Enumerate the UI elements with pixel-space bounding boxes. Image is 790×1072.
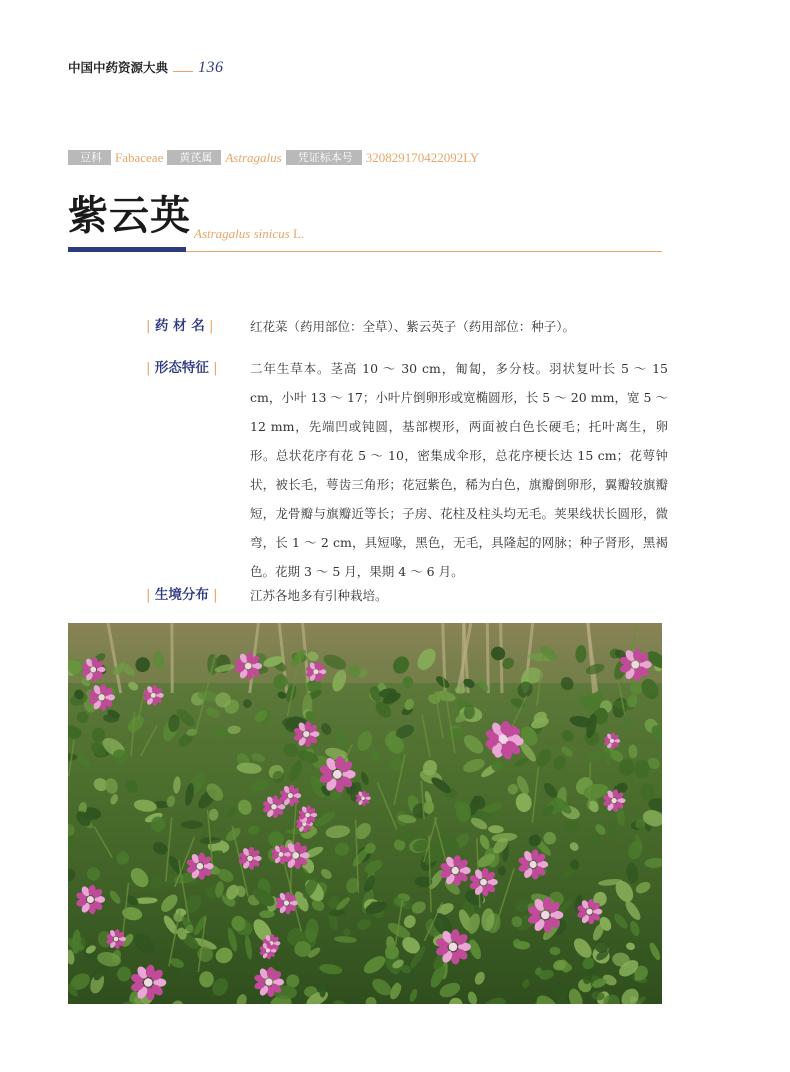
section-habitat bbox=[146, 581, 668, 610]
section-label: | 生境分布 | bbox=[146, 587, 218, 603]
family-value: Fabaceae bbox=[115, 150, 164, 165]
title-rule bbox=[186, 251, 662, 252]
taxonomy-bar bbox=[68, 150, 483, 165]
latin-binomial: Astragalus sinicus bbox=[194, 226, 290, 241]
section-medicinal-name bbox=[146, 312, 668, 341]
medicinal-name-text: 红花菜（药用部位：全草）、紫云英子（药用部位：种子）。 bbox=[250, 319, 576, 334]
header-rule bbox=[173, 71, 193, 72]
page-number: 136 bbox=[198, 59, 224, 76]
species-latin-name bbox=[194, 226, 304, 242]
section-label: | 药 材 名 | bbox=[146, 318, 214, 334]
family-label: 豆科 bbox=[68, 150, 111, 165]
running-header bbox=[68, 58, 224, 77]
habitat-text: 江苏各地多有引种栽培。 bbox=[250, 588, 388, 603]
latin-author: L. bbox=[292, 226, 305, 241]
morphology-text: 二年生草本。茎高 10 ～ 30 cm，匍匐，多分枝。羽状复叶长 5 ～ 15 cm，小叶 13 ～ 17；小叶片倒卵形或宽椭圆形，长 5 ～ 20 mm，宽 5 ～ 12 mm，先端凹或钝圆，基部楔形，两面被白色长硬毛；托叶离生，卵形。总状花序有花 5 ～ 10，密集成伞形，总花序梗长达 15 cm；花萼钟状，被长毛，萼齿三角形；花冠紫色，稀为白色，旗瓣倒卵形，翼瓣较旗瓣短，龙骨瓣与旗瓣近等长；子房、花柱及柱头均无毛。荚果线状长圆形，微弯，长 1 ～ 2 cm，具短喙，黑色，无毛，具隆起的网脉；种子肾形，黑褐色。花期 3 ～ 5 月，果期 4 ～ 6 月。 bbox=[250, 361, 668, 579]
voucher-label: 凭证标本号 bbox=[286, 150, 362, 165]
medicinal-name-label: 药 材 名 bbox=[154, 318, 205, 334]
species-chinese-name: 紫云英 bbox=[68, 192, 191, 239]
section-morphology bbox=[146, 354, 668, 586]
genus-value: Astragalus bbox=[225, 150, 282, 165]
morphology-label: 形态特征 bbox=[154, 360, 209, 376]
section-label: | 形态特征 | bbox=[146, 360, 218, 376]
species-title-block bbox=[68, 190, 662, 256]
habitat-label: 生境分布 bbox=[154, 587, 209, 603]
plant-photo bbox=[68, 623, 662, 1004]
voucher-value: 320829170422092LY bbox=[365, 150, 480, 165]
book-title: 中国中药资源大典 bbox=[68, 60, 169, 75]
genus-label: 黄芪属 bbox=[167, 150, 221, 165]
title-rule-accent bbox=[68, 247, 186, 252]
plant-photo-illustration bbox=[68, 623, 662, 1004]
